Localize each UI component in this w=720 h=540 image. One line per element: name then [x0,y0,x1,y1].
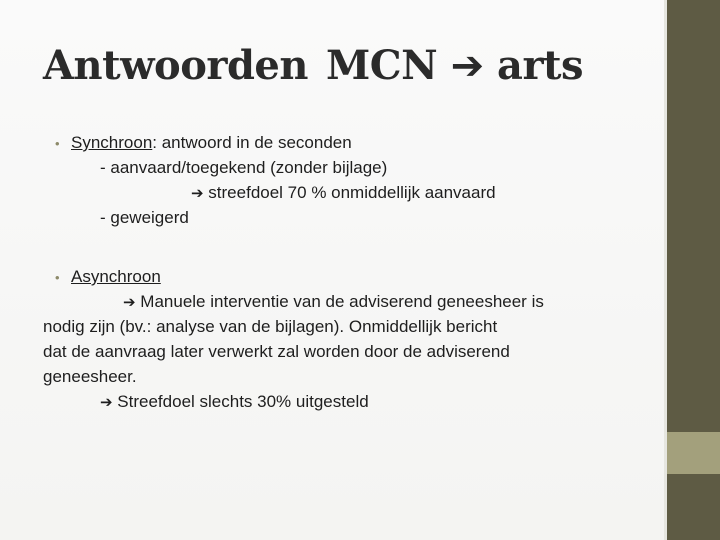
title-part-arts: arts [497,42,584,89]
sub-item-streefdoel-70-text: streefdoel 70 % onmiddellijk aanvaard [203,183,496,202]
right-arrow-icon: ➔ [100,393,113,411]
bullet-label-asynchroon: Asynchroon [71,267,161,286]
bullet-label-synchroon: Synchroon [71,133,153,152]
slide-body [43,130,653,414]
title-part-mcn: MCN [325,42,438,89]
bullet-synchroon [43,130,653,155]
sub-item-aanvaard [43,155,653,180]
bullet-text-synchroon: : antwoord in de seconden [152,133,352,152]
sub-item-geweigerd [43,205,653,230]
para-line-3 [43,339,653,364]
para-line-3-text: dat de aanvraag later verwerkt zal worden door de adviserend [43,342,510,361]
slide-title [43,42,583,89]
right-arrow-icon: ➔ [123,293,136,311]
sub-item-geweigerd-text: - geweigerd [100,208,189,227]
para-line-4-text: geneesheer. [43,367,137,386]
sub-item-aanvaard-text: - aanvaard/toegekend (zonder bijlage) [100,158,388,177]
sub-item-streefdoel-70 [43,180,653,205]
right-arrow-icon: ➔ [450,43,484,89]
para-line-4 [43,364,653,389]
right-arrow-icon: ➔ [191,184,204,202]
side-accent-block [667,432,720,474]
title-part-antwoorden: Antwoorden [43,42,308,89]
bullet-marker: • [55,136,60,151]
sub-item-streefdoel-30-text: Streefdoel slechts 30% uitgesteld [112,392,369,411]
para-line-2-text: nodig zijn (bv.: analyse van de bijlagen). Onmiddellijk bericht [43,317,498,336]
para-line-2 [43,314,653,339]
sub-item-streefdoel-30 [43,389,653,414]
bullet-asynchroon [43,264,653,289]
para-line-1 [43,289,653,314]
para-line-1-text: Manuele interventie van de adviserend geneesheer is [135,292,544,311]
bullet-marker: • [55,270,60,285]
